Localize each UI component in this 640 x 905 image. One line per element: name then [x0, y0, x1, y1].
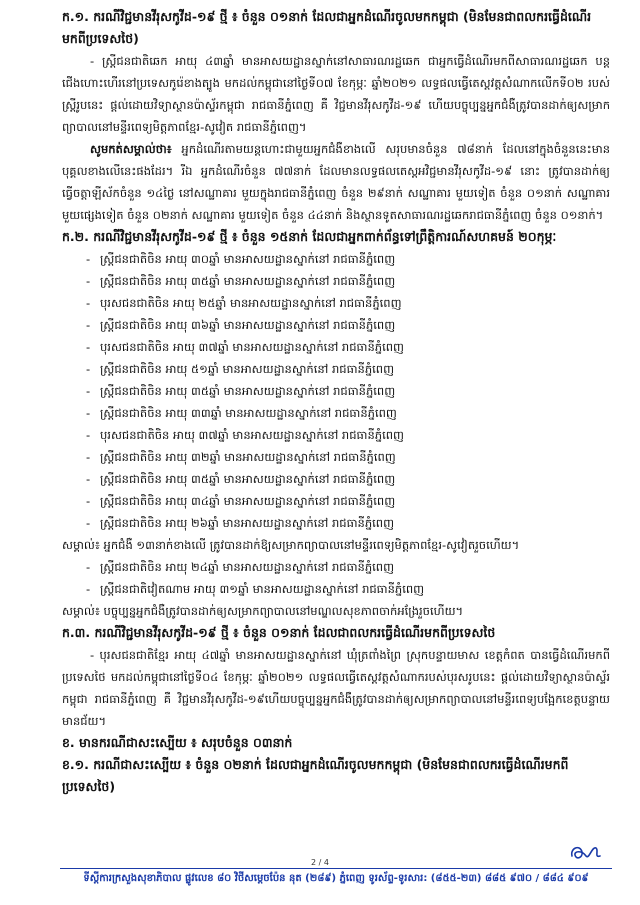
list-item: - ស្ត្រីជនជាតិចិន អាយុ ៣៤ឆ្នាំ មានអាសយដ្ឋានស្នាក់នៅ រាជធានីភ្នំពេញ — [86, 494, 396, 508]
list-item: - បុរសជនជាតិចិន អាយុ ៣៧ឆ្នាំ មានអាសយដ្ឋានស្នាក់នៅ រាជធានីភ្នំពេញ — [86, 428, 404, 442]
note-label: សូមកត់សម្គាល់ថា៖ — [90, 142, 172, 156]
list-item: - ស្ត្រីជនជាតិចិន អាយុ ៣៥ឆ្នាំ មានអាសយដ្ឋានស្នាក់នៅ រាជធានីភ្នំពេញ — [86, 384, 396, 398]
list-item: - បុរសជនជាតិចិន អាយុ ៣៧ឆ្នាំ មានអាសយដ្ឋានស្នាក់នៅ រាជធានីភ្នំពេញ — [86, 340, 404, 354]
section-a1-heading: ក.១. ករណីវិជ្ជមានវីរុសកូវីដ-១៩ ថ្មី ៖ ចំនួន ០១នាក់ ដែលជាអ្នកដំណើរចូលមកកម្ពុជា (មិនមែនជាពលករធ្វើដំណើរមកពីប្រទេសថៃ) — [62, 9, 592, 46]
list-item: - ស្ត្រីជនជាតិចិន អាយុ ៣៦ឆ្នាំ មានអាសយដ្ឋានស្នាក់នៅ រាជធានីភ្នំពេញ — [86, 318, 396, 332]
page-number: 2 / 4 — [311, 858, 329, 867]
section-a2-case-list — [62, 248, 610, 534]
list-item: - ស្ត្រីជនជាតិចិន អាយុ ២៤ឆ្នាំ មានអាសយដ្ឋានស្នាក់នៅ រាជធានីភ្នំពេញ — [86, 560, 395, 574]
section-a3-heading: ក.៣. ករណីវិជ្ជមានវីរុសកូវីដ-១៩ ថ្មី ៖ ចំនួន ០១នាក់ ដែលជាពលករធ្វើដំណើរមកពីប្រទេសថៃ — [62, 625, 496, 640]
list-item: - ស្ត្រីជនជាតិវៀតណាម អាយុ ៣១ឆ្នាំ មានអាសយដ្ឋានស្នាក់នៅ រាជធានីភ្នំពេញ — [86, 582, 425, 596]
section-a2-note-1: សម្គាល់៖ អ្នកជំងឺ ១៣នាក់ខាងលើ ត្រូវបានដាក់ឱ្យសម្រាកព្យាបាលនៅមន្ទីរពេទ្យមិត្តភាពខ្មែរ-សូវៀតរួចហើយ។ — [62, 538, 520, 552]
note-text: អ្នកដំណើរតាមយន្តហោះជាមួយអ្នកជំងឺខាងលើ សរុបមានចំនួន ៧៨នាក់ ដែលនៅក្នុងចំនួននេះមាន បុគ្គលខាងលើនេះផងដែរ។ រីឯ អ្នកដំណើរចំនួន ៧៧នាក់ ដែលមានលទ្ធផលតេស្តអវិជ្ជមានវីរុសកូវីដ-១៩ នោះ ត្រូវបានដាក់ឲ្យធ្វើចត្តាឡីស័កចំនួន ១៤ថ្ងៃ នៅសណ្ឋាគារ មួយក្នុងរាជធានីភ្នំពេញ ចំនួន ២៩នាក់ សណ្ឋាគារ មួយទៀត ចំនួន ០១នាក់ សណ្ឋាគារ មួយផ្សេងទៀត ចំនួន ០២នាក់ សណ្ឋាគារ មួយទៀត ចំនួន ៤៤នាក់ និងស្ថានទូតសាធារណរដ្ឋឆេករាជធានីភ្នំពេញ ចំនួន ០១នាក់។ — [62, 142, 610, 222]
section-a3-case-description: - បុរសជនជាតិខ្មែរ អាយុ ៤៧ឆ្នាំ មានអាសយដ្ឋានស្នាក់នៅ ឃុំត្រពាំងព្រៃ ស្រុកបន្ទាយមាស ខេត្តកំពត បានធ្វើដំណើរមកពីប្រទេសថៃ មកដល់កម្ពុជានៅថ្ងៃទី០៤ ខែកុម្ភៈ ឆ្នាំ២០២១ លទ្ធផលធ្វើតេស្តវត្តសំណាករបស់បុរសរូបនេះ ផ្តល់ដោយវិទ្យាស្ថានប៉ាស្ទ័រកម្ពុជា រាជធានីភ្នំពេញ គឺ វិជ្ជមានវីរុសកូវីដ-១៩ហើយបច្ចុប្បន្នអ្នកជំងឺត្រូវបានដាក់ឲ្យសម្រាកព្យាបាលនៅមន្ទីរពេទ្យបង្អែកខេត្តបន្ទាយមានជ័យ។ — [62, 648, 610, 728]
footer-address: ទីស្តីការក្រសួងសុខាភិបាល ផ្លូវលេខ ៨០ វិថីសម្តេចប៉ែន នុត (២៨៩) ភ្នំពេញ ទូរស័ព្ទ-ទូរសារ: (៨៥៥-២៣) ៨៨៥ ៩៧០ / ៨៨៤ ៩០៩ — [83, 873, 589, 884]
section-a2-case-list-2 — [62, 556, 610, 600]
signature-initial-icon — [566, 840, 606, 866]
list-item: - ស្ត្រីជនជាតិចិន អាយុ ៥១ឆ្នាំ មានអាសយដ្ឋានស្នាក់នៅ រាជធានីភ្នំពេញ — [86, 362, 395, 376]
section-b-heading: ខ. មានករណីជាសះស្បើយ ៖ សរុបចំនួន ០៣នាក់ — [62, 735, 293, 750]
section-a1-note — [62, 138, 610, 226]
section-a1-case-description: - ស្ត្រីជនជាតិឆេក អាយុ ៤៣ឆ្នាំ មានអាសយដ្ឋានស្នាក់នៅសាធារណរដ្ឋឆេក ជាអ្នកធ្វើដំណើរមកពីសាធារណរដ្ឋឆេក បន្តជើងហោះហើរនៅប្រទេសកូរ៉េខាងត្បូង មកដល់កម្ពុជានៅថ្ងៃទី០៧ ខែកុម្ភៈ ឆ្នាំ២០២១ លទ្ធផលធ្វើតេស្តវត្តសំណាកលើកទី០២ របស់ស្ត្រីរូបនេះ ផ្តល់ដោយវិទ្យាស្ថានប៉ាស្ទ័រកម្ពុជា រាជធានីភ្នំពេញ គឺ វិជ្ជមានវីរុសកូវីដ-១៩ ហើយបច្ចុប្បន្នអ្នកជំងឺត្រូវបានដាក់ឲ្យសម្រាកព្យាបាលនៅមន្ទីរពេទ្យមិត្តភាពខ្មែរ-សូវៀត រាជធានីភ្នំពេញ។ — [62, 54, 610, 134]
list-item: - បុរសជនជាតិចិន អាយុ ២៥ឆ្នាំ មានអាសយដ្ឋានស្នាក់នៅ រាជធានីភ្នំពេញ — [86, 296, 402, 310]
section-b1-heading: ខ.១. ករណីជាសះស្បើយ ៖ ចំនួន ០២នាក់ ដែលជាអ្នកដំណើរចូលមកកម្ពុជា (មិនមែនជាពលករធ្វើដំណើរមកពីប្រទេសថៃ) — [62, 757, 569, 794]
list-item: - ស្ត្រីជនជាតិចិន អាយុ ៣៥ឆ្នាំ មានអាសយដ្ឋានស្នាក់នៅ រាជធានីភ្នំពេញ — [86, 274, 396, 288]
section-a2-heading: ក.២. ករណីវិជ្ជមានវីរុសកូវីដ-១៩ ថ្មី ៖ ចំនួន ១៥នាក់ ដែលជាអ្នកពាក់ព័ន្ធទៅព្រឹត្តិការណ៍សហគមន៍ ២០កុម្ភៈ — [62, 229, 557, 244]
list-item: - ស្ត្រីជនជាតិចិន អាយុ ៣០ឆ្នាំ មានអាសយដ្ឋានស្នាក់នៅ រាជធានីភ្នំពេញ — [86, 252, 396, 266]
list-item: - ស្ត្រីជនជាតិចិន អាយុ ៣៣ឆ្នាំ មានអាសយដ្ឋានស្នាក់នៅ រាជធានីភ្នំពេញ — [86, 406, 397, 420]
section-a2-note-2: សម្គាល់៖ បច្ចុប្បន្នអ្នកជំងឺត្រូវបានដាក់ឲ្យសម្រាកព្យាបាលនៅមណ្ឌលសុខភាពចាក់អង្រែរួចហើយ។ — [62, 604, 464, 618]
list-item: - ស្ត្រីជនជាតិចិន អាយុ ៣២ឆ្នាំ មានអាសយដ្ឋានស្នាក់នៅ រាជធានីភ្នំពេញ — [86, 450, 396, 464]
list-item: - ស្ត្រីជនជាតិចិន អាយុ ៣៥ឆ្នាំ មានអាសយដ្ឋានស្នាក់នៅ រាជធានីភ្នំពេញ — [86, 472, 396, 486]
list-item: - ស្ត្រីជនជាតិចិន អាយុ ២៦ឆ្នាំ មានអាសយដ្ឋានស្នាក់នៅ រាជធានីភ្នំពេញ — [86, 516, 395, 530]
footer-divider — [60, 868, 612, 869]
document-page — [62, 6, 610, 798]
